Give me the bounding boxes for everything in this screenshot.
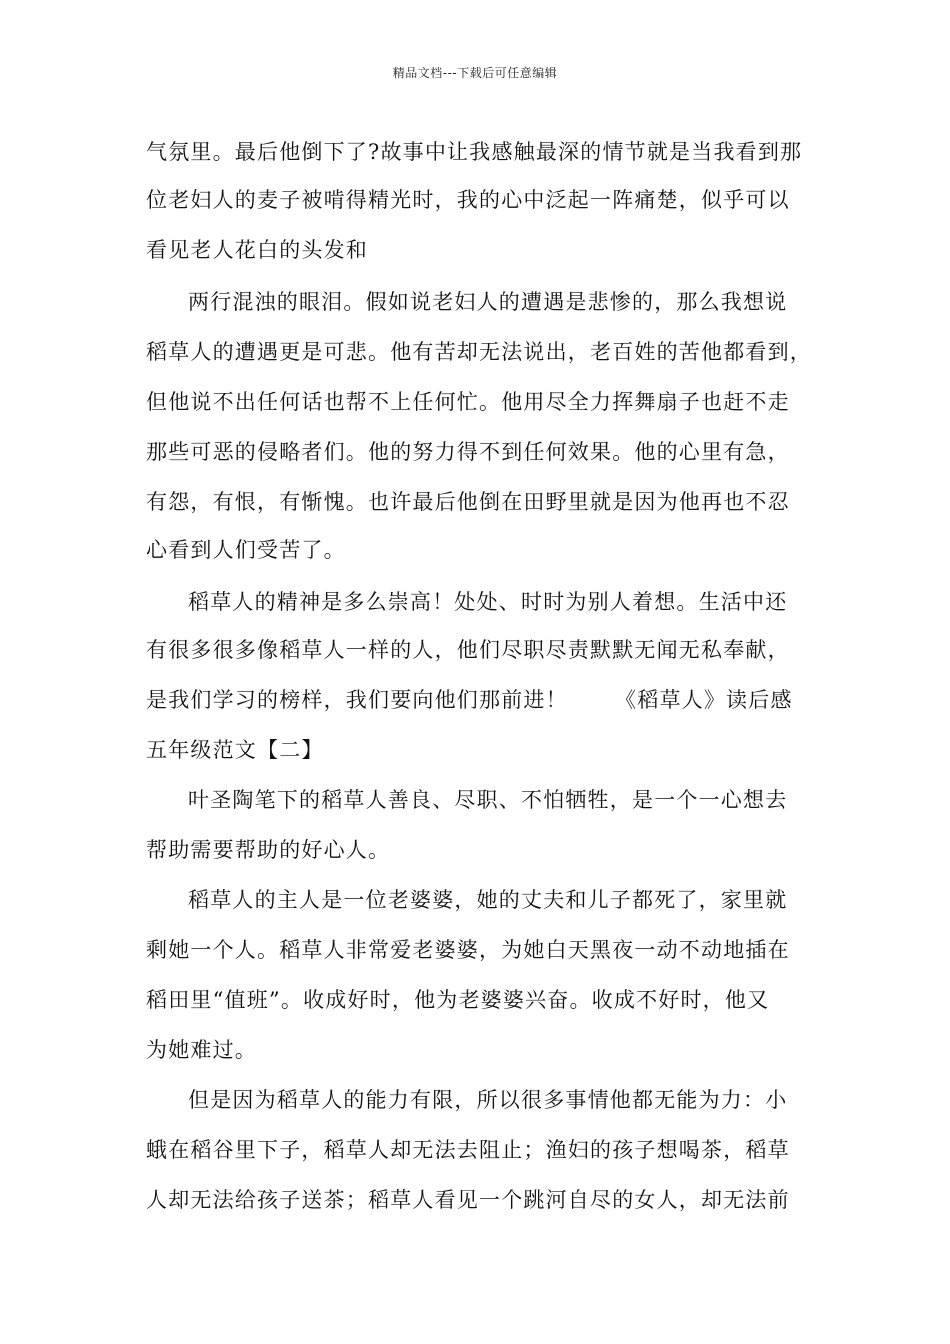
body-line-22: 人却无法给孩子送茶；稻草人看见一个跳河自尽的女人，却无法前: [146, 1188, 790, 1212]
body-line-18: 稻田里“值班”。收成好时，他为老婆婆兴奋。收成不好时，他又: [146, 988, 770, 1012]
body-line-20: 但是因为稻草人的能力有限，所以很多事情他都无能为力：小: [188, 1088, 788, 1112]
body-line-7: 那些可恶的侵略者们。他的努力得不到任何效果。他的心里有急，: [146, 440, 790, 464]
body-line-15: 帮助需要帮助的好心人。: [146, 838, 391, 862]
body-line-12: 是我们学习的榜样，我们要向他们那前进！ 《稻草人》读后感: [146, 688, 793, 712]
body-line-17: 剩她一个人。稻草人非常爱老婆婆，为她白天黑夜一动不动地插在: [146, 938, 790, 962]
body-line-1: 气氛里。最后他倒下了?故事中让我感触最深的情节就是当我看到那: [146, 140, 803, 164]
body-line-10: 稻草人的精神是多么崇高！处处、时时为别人着想。生活中还: [188, 590, 788, 614]
body-line-4: 两行混浊的眼泪。假如说老妇人的遭遇是悲惨的，那么我想说: [188, 290, 788, 314]
body-line-5: 稻草人的遭遇更是可悲。他有苦却无法说出，老百姓的苦他都看到，: [146, 340, 812, 364]
body-line-11: 有很多很多像稻草人一样的人，他们尽职尽责默默无闻无私奉献，: [146, 638, 790, 662]
body-line-2: 位老妇人的麦子被啃得精光时，我的心中泛起一阵痛楚，似乎可以: [146, 188, 790, 212]
page-header: 精品文档---下载后可任意编辑: [392, 66, 558, 80]
body-line-16: 稻草人的主人是一位老婆婆，她的丈夫和儿子都死了，家里就: [188, 888, 788, 912]
body-line-8: 有怨，有恨，有惭愧。也许最后他倒在田野里就是因为他再也不忍: [146, 490, 790, 514]
body-line-9: 心看到人们受苦了。: [146, 538, 346, 562]
body-line-3: 看见老人花白的头发和: [146, 238, 368, 262]
body-line-21: 蛾在稻谷里下子，稻草人却无法去阻止；渔妇的孩子想喝茶，稻草: [146, 1138, 790, 1162]
body-line-13: 五年级范文【二】: [146, 738, 324, 762]
body-line-14: 叶圣陶笔下的稻草人善良、尽职、不怕牺牲，是一个一心想去: [188, 788, 788, 812]
body-line-19: 为她难过。: [146, 1038, 257, 1062]
body-line-6: 但他说不出任何话也帮不上任何忙。他用尽全力挥舞扇子也赶不走: [146, 390, 790, 414]
